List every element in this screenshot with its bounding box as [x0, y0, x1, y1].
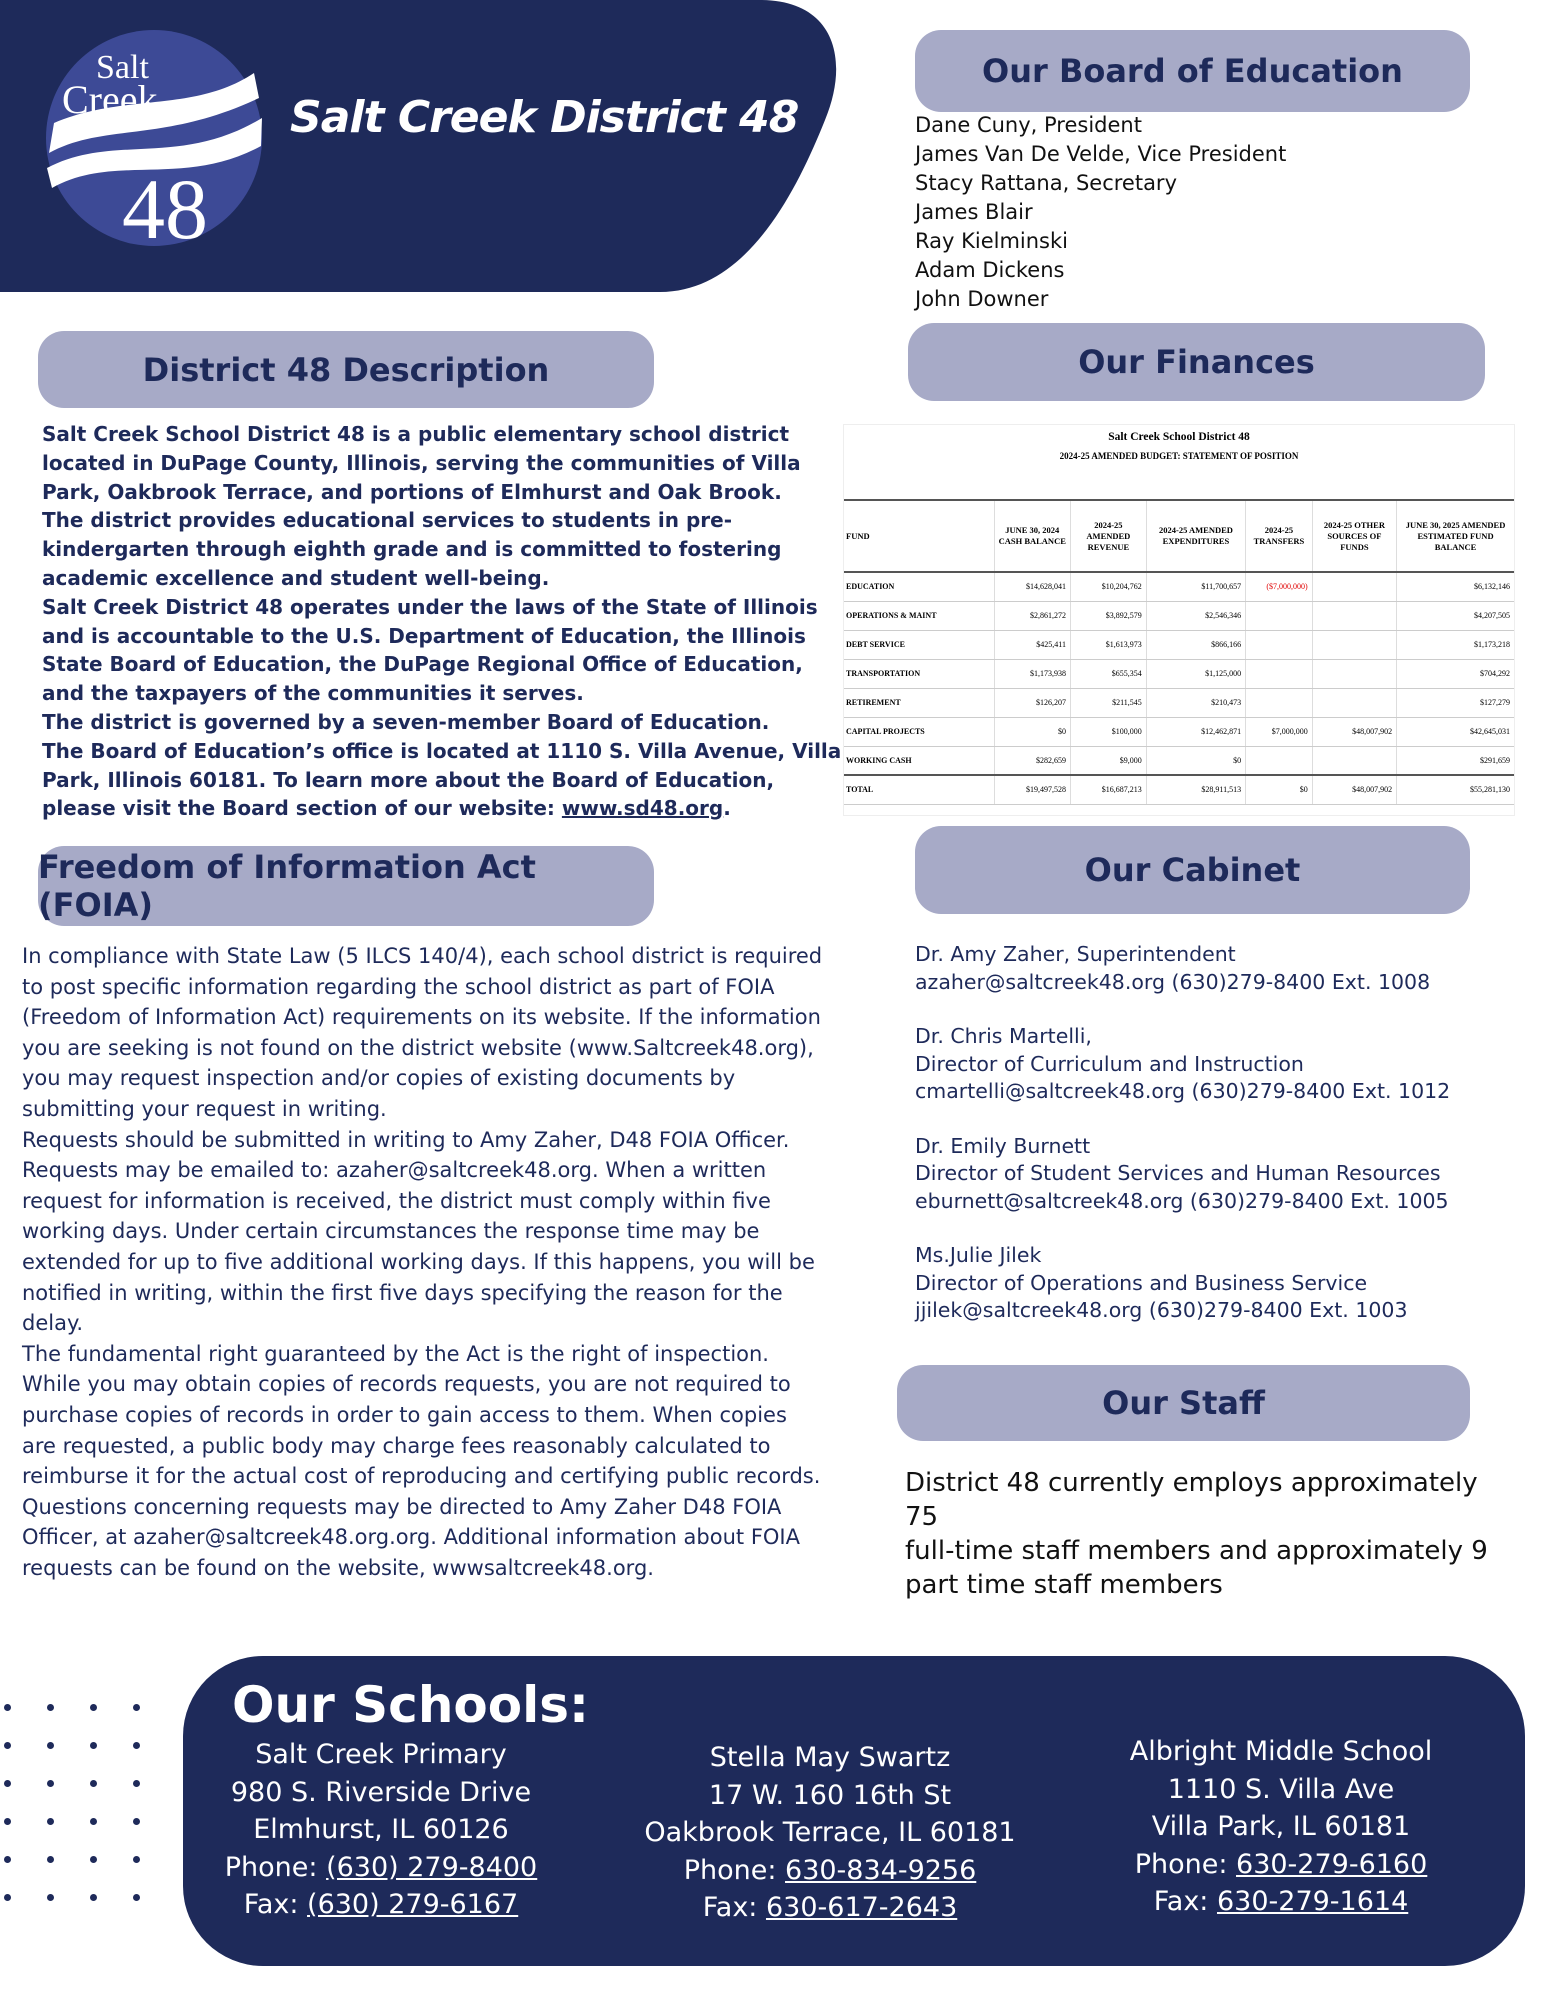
amount-cell [1246, 746, 1313, 775]
amount-cell: $9,000 [1070, 746, 1146, 775]
decorative-dot [133, 1704, 140, 1711]
description-line: The district is governed by a seven-member Board of Education. [42, 709, 770, 734]
school-city: Elmhurst, IL 60126 [253, 1814, 509, 1845]
school-phone [630, 1852, 1030, 1890]
decorative-dot [133, 1894, 140, 1901]
description-line: Salt Creek District 48 operates under the laws of the State of Illinois [42, 594, 818, 619]
foia-line: submitting your request in writing. [22, 1096, 387, 1121]
foia-line: The fundamental right guaranteed by the Act is the right of inspection. [22, 1341, 769, 1366]
budget-table-row [844, 775, 1514, 804]
staff-line: part time staff members [905, 1570, 1223, 1600]
phone-link[interactable]: (630) 279-8400 [326, 1851, 538, 1883]
decorative-dot [90, 1894, 97, 1901]
foia-line: are requested, a public body may charge fees reasonably calculated to [22, 1433, 771, 1458]
foia-body [22, 941, 872, 1583]
fax-label: Fax: [702, 1892, 766, 1923]
column-header: 2024-25 AMENDED EXPENDITURES [1146, 500, 1245, 572]
staff-heading: Our Staff [897, 1365, 1470, 1441]
column-header: 2024-25 AMENDED REVENUE [1070, 500, 1146, 572]
amount-cell [1312, 630, 1396, 659]
fax-label: Fax: [243, 1889, 308, 1920]
cabinet-name: Dr. Chris Martelli, [915, 1024, 1092, 1048]
column-header: 2024-25 OTHER SOURCES OF FUNDS [1312, 500, 1396, 572]
cabinet-name: Dr. Amy Zaher, Superintendent [915, 942, 1236, 966]
amount-cell [1246, 630, 1313, 659]
school-phone [181, 1849, 581, 1887]
foia-line: working days. Under certain circumstances the response time may be [22, 1219, 760, 1244]
description-line: kindergarten through eighth grade and is committed to fostering [42, 537, 782, 562]
board-member: John Downer [915, 287, 1049, 311]
amount-cell: $4,207,505 [1397, 601, 1514, 630]
foia-line: you are seeking is not found on the district website (www.Saltcreek48.org), [22, 1035, 814, 1060]
phone-label: Phone: [683, 1854, 786, 1886]
fax-label: Fax: [1153, 1886, 1217, 1917]
phone-link[interactable]: 630-279-6160 [1236, 1848, 1428, 1880]
decorative-dot [4, 1742, 11, 1749]
amount-cell: $1,173,938 [994, 659, 1070, 688]
column-header: 2024-25 TRANSFERS [1246, 500, 1313, 572]
staff-body [905, 1466, 1505, 1602]
description-line: The district provides educational services to students in pre- [42, 508, 733, 533]
decorative-dot [4, 1856, 11, 1863]
amount-cell: $0 [1146, 746, 1245, 775]
cabinet-name: Dr. Emily Burnett [915, 1133, 1091, 1158]
phone-label: Phone: [224, 1851, 327, 1883]
amount-cell: $3,892,579 [1070, 601, 1146, 630]
decorative-dot [47, 1818, 54, 1825]
board-member: Dane Cuny, President [915, 113, 1142, 137]
decorative-dot [90, 1704, 97, 1711]
foia-line: Officer, at azaher@saltcreek48.org.org. Additional information about FOIA [22, 1525, 800, 1550]
cabinet-name: Ms.Julie Jilek [915, 1243, 1042, 1267]
amount-cell: $16,687,213 [1070, 775, 1146, 804]
board-member: Stacy Rattana, Secretary [915, 171, 1177, 195]
foia-line: Requests may be emailed to: azaher@saltcreek48.org. When a written [22, 1158, 767, 1183]
foia-line: reimburse it for the actual cost of reproducing and certifying public records. [22, 1464, 821, 1489]
budget-table-header-row [844, 500, 1514, 572]
cabinet-contact: eburnett@saltcreek48.org (630)279-8400 Ext. 1005 [915, 1188, 1449, 1213]
description-heading: District 48 Description [38, 331, 654, 408]
cabinet-role: Director of Curriculum and Instruction [915, 1051, 1304, 1076]
district-logo [44, 28, 264, 248]
amount-cell [1246, 659, 1313, 688]
amount-cell: $19,497,528 [994, 775, 1070, 804]
foia-line: extended for up to five additional working days. If this happens, you will be [22, 1249, 815, 1274]
amount-cell [1246, 601, 1313, 630]
foia-heading: Freedom of Information Act (FOIA) [38, 846, 654, 926]
cabinet-member [915, 1242, 1450, 1325]
amount-cell [1312, 746, 1396, 775]
school-name: Albright Middle School [1129, 1736, 1433, 1767]
school-fax [181, 1886, 581, 1924]
amount-cell: $210,473 [1146, 688, 1245, 717]
foia-line: to post specific information regarding the school district as part of FOIA [22, 974, 775, 999]
decorative-dot [90, 1780, 97, 1787]
description-body [42, 420, 842, 823]
budget-table-row [844, 717, 1514, 746]
amount-cell: $48,007,902 [1312, 775, 1396, 804]
foia-line: request for information is received, the district must comply within five [22, 1188, 771, 1213]
description-line: located in DuPage County, Illinois, serving the communities of Villa [42, 450, 801, 475]
amount-cell: $1,173,218 [1397, 630, 1514, 659]
foia-line: In compliance with State Law (5 ILCS 140/4), each school district is required [22, 944, 823, 968]
budget-table-row [844, 746, 1514, 775]
phone-label: Phone: [1134, 1848, 1237, 1880]
amount-cell: $14,628,041 [994, 572, 1070, 601]
decorative-dot [4, 1894, 11, 1901]
cabinet-list [915, 941, 1450, 1352]
decorative-dot [4, 1780, 11, 1787]
description-line: and is accountable to the U.S. Department of Education, the Illinois [42, 623, 806, 648]
fund-name-cell: TOTAL [844, 775, 994, 804]
fund-name-cell: OPERATIONS & MAINT [844, 601, 994, 630]
foia-line: Questions concerning requests may be directed to Amy Zaher D48 FOIA [22, 1494, 782, 1519]
description-line: academic excellence and student well-being. [42, 565, 550, 590]
budget-table [844, 499, 1514, 805]
foia-line: you may request inspection and/or copies of existing documents by [22, 1066, 736, 1091]
budget-statement-image [843, 424, 1515, 816]
budget-table-row [844, 630, 1514, 659]
decorative-dot [47, 1742, 54, 1749]
foia-line: requests can be found on the website, wwwsaltcreek48.org. [22, 1555, 654, 1580]
budget-doc-title: Salt Creek School District 48 [1108, 431, 1250, 443]
school-name: Salt Creek Primary [255, 1739, 507, 1770]
decorative-dot [47, 1704, 54, 1711]
description-line: Park, Illinois 60181. To learn more about the Board of Education, [42, 767, 775, 792]
board-member: James Van De Velde, Vice President [915, 142, 1287, 166]
cabinet-role: Director of Operations and Business Service [915, 1270, 1368, 1295]
amount-cell: $127,279 [1397, 688, 1514, 717]
amount-cell: $7,000,000 [1246, 717, 1313, 746]
column-header: JUNE 30, 2024 CASH BALANCE [994, 500, 1070, 572]
school-card [630, 1739, 1030, 1927]
board-member: Adam Dickens [915, 258, 1065, 282]
school-phone [1081, 1846, 1481, 1884]
amount-cell: $655,354 [1070, 659, 1146, 688]
decorative-dot [90, 1818, 97, 1825]
amount-cell: $126,207 [994, 688, 1070, 717]
budget-table-row [844, 688, 1514, 717]
site-title: Salt Creek District 48 [290, 92, 799, 143]
amount-cell [1312, 601, 1396, 630]
foia-line: (Freedom of Information Act) requirements on its website. If the information [22, 1005, 821, 1030]
website-link[interactable]: www.sd48.org [561, 796, 724, 821]
description-last-suffix: . [723, 796, 731, 821]
decorative-dots [0, 1700, 150, 1920]
decorative-dot [47, 1780, 54, 1787]
description-last-prefix: please visit the Board section of our website: [42, 796, 562, 821]
amount-cell: $55,281,130 [1397, 775, 1514, 804]
fund-name-cell: CAPITAL PROJECTS [844, 717, 994, 746]
school-city: Villa Park, IL 60181 [1151, 1811, 1411, 1842]
amount-cell: $0 [994, 717, 1070, 746]
amount-cell: $42,645,031 [1397, 717, 1514, 746]
amount-cell: $211,545 [1070, 688, 1146, 717]
amount-cell: $48,007,902 [1312, 717, 1396, 746]
amount-cell: $12,462,871 [1146, 717, 1245, 746]
phone-link[interactable]: 630-834-9256 [785, 1854, 977, 1886]
amount-cell: $2,861,272 [994, 601, 1070, 630]
decorative-dot [133, 1856, 140, 1863]
board-members-list [915, 111, 1286, 314]
amount-cell: $704,292 [1397, 659, 1514, 688]
decorative-dot [90, 1742, 97, 1749]
fax-link[interactable]: 630-617-2643 [765, 1892, 958, 1923]
foia-line: purchase copies of records in order to gain access to them. When copies [22, 1402, 787, 1427]
foia-line: delay. [22, 1311, 84, 1336]
cabinet-contact: cmartelli@saltcreek48.org (630)279-8400 Ext. 1012 [915, 1079, 1451, 1103]
schools-heading: Our Schools: [232, 1676, 590, 1734]
school-name: Stella May Swartz [709, 1742, 951, 1773]
board-heading: Our Board of Education [915, 30, 1470, 112]
decorative-dot [133, 1818, 140, 1825]
fund-name-cell: WORKING CASH [844, 746, 994, 775]
school-address: 980 S. Riverside Drive [230, 1776, 532, 1808]
logo-text-creek: Creek [62, 77, 158, 122]
amount-cell: $425,411 [994, 630, 1070, 659]
fund-name-cell: TRANSPORTATION [844, 659, 994, 688]
amount-cell: $10,204,762 [1070, 572, 1146, 601]
decorative-dot [133, 1780, 140, 1787]
board-member: Ray Kielminski [915, 229, 1068, 253]
cabinet-heading: Our Cabinet [915, 826, 1470, 914]
decorative-dot [47, 1894, 54, 1901]
description-line: and the taxpayers of the communities it serves. [42, 681, 584, 706]
decorative-dot [90, 1856, 97, 1863]
amount-cell: ($7,000,000) [1246, 572, 1313, 601]
amount-cell: $6,132,146 [1397, 572, 1514, 601]
budget-doc-subtitle: 2024-25 AMENDED BUDGET: STATEMENT OF POSITION [1059, 451, 1299, 461]
amount-cell: $1,613,973 [1070, 630, 1146, 659]
amount-cell [1246, 688, 1313, 717]
staff-line: District 48 currently employs approximately 75 [905, 1468, 1478, 1532]
amount-cell [1312, 688, 1396, 717]
logo-text-48: 48 [122, 161, 208, 248]
cabinet-role: Director of Student Services and Human Resources [915, 1161, 1441, 1185]
cabinet-member [915, 1023, 1450, 1106]
staff-line: full-time staff members and approximately 9 [905, 1536, 1488, 1566]
amount-cell: $0 [1246, 775, 1313, 804]
school-card [181, 1736, 581, 1924]
school-fax [1081, 1883, 1481, 1921]
fax-link[interactable]: 630-279-1614 [1216, 1886, 1409, 1917]
decorative-dot [47, 1856, 54, 1863]
amount-cell: $28,911,513 [1146, 775, 1245, 804]
decorative-dot [133, 1742, 140, 1749]
amount-cell: $1,125,000 [1146, 659, 1245, 688]
fax-link[interactable]: (630) 279-6167 [307, 1889, 519, 1920]
cabinet-contact: azaher@saltcreek48.org (630)279-8400 Ext. 1008 [915, 969, 1431, 994]
amount-cell [1312, 572, 1396, 601]
description-line: The Board of Education’s office is located at 1110 S. Villa Avenue, Villa [42, 738, 842, 763]
logo-text-salt: Salt [96, 49, 149, 86]
amount-cell: $282,659 [994, 746, 1070, 775]
school-address: 1110 S. Villa Ave [1167, 1773, 1395, 1805]
amount-cell: $866,166 [1146, 630, 1245, 659]
cabinet-member [915, 941, 1450, 996]
description-line: State Board of Education, the DuPage Regional Office of Education, [42, 652, 803, 677]
board-member: James Blair [915, 200, 1033, 224]
column-header: FUND [844, 500, 994, 572]
fund-name-cell: EDUCATION [844, 572, 994, 601]
school-city: Oakbrook Terrace, IL 60181 [644, 1817, 1016, 1848]
fund-name-cell: DEBT SERVICE [844, 630, 994, 659]
foia-line: notified in writing, within the first five days specifying the reason for the [22, 1280, 783, 1305]
fund-name-cell: RETIREMENT [844, 688, 994, 717]
amount-cell [1312, 659, 1396, 688]
school-card [1081, 1733, 1481, 1921]
school-fax [630, 1889, 1030, 1927]
decorative-dot [4, 1818, 11, 1825]
cabinet-contact: jjilek@saltcreek48.org (630)279-8400 Ext. 1003 [915, 1298, 1408, 1322]
cabinet-member [915, 1133, 1450, 1216]
amount-cell: $100,000 [1070, 717, 1146, 746]
finances-heading: Our Finances [908, 323, 1485, 401]
amount-cell: $2,546,346 [1146, 601, 1245, 630]
decorative-dot [4, 1704, 11, 1711]
description-line: Salt Creek School District 48 is a public elementary school district [42, 422, 790, 446]
budget-table-row [844, 601, 1514, 630]
school-address: 17 W. 160 16th St [708, 1779, 952, 1811]
foia-line: While you may obtain copies of records requests, you are not required to [22, 1372, 791, 1397]
amount-cell: $11,700,657 [1146, 572, 1245, 601]
description-line: Park, Oakbrook Terrace, and portions of Elmhurst and Oak Brook. [42, 479, 782, 504]
column-header: JUNE 30, 2025 AMENDED ESTIMATED FUND BALANCE [1397, 500, 1514, 572]
budget-table-row [844, 659, 1514, 688]
description-last-line [42, 794, 822, 823]
amount-cell: $291,659 [1397, 746, 1514, 775]
foia-line: Requests should be submitted in writing to Amy Zaher, D48 FOIA Officer. [22, 1127, 790, 1152]
budget-table-row [844, 572, 1514, 601]
